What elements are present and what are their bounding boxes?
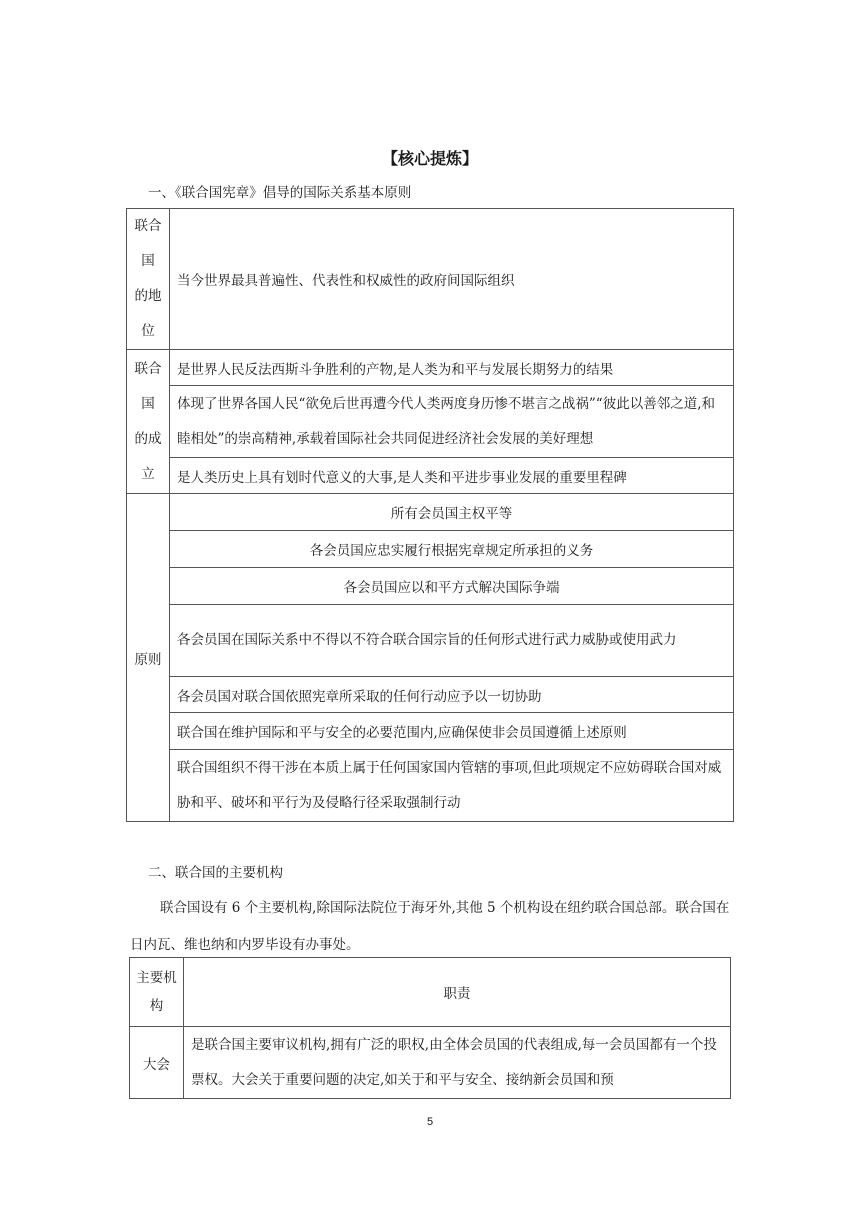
founding-row: 是人类历史上具有划时代意义的大事,是人类和平进步事业发展的重要里程碑 [170,458,734,494]
table-row [127,350,734,386]
table-row [127,750,734,822]
principle-row: 联合国组织不得干涉在本质上属于任何国家国内管辖的事项,但此项规定不应妨碍联合国对威胁和平、破坏和平行为及侵略行径采取强制行动 [170,750,734,822]
status-label [127,209,170,350]
principles-label: 原则 [127,494,170,822]
table-row [127,568,734,605]
table-row [127,713,734,750]
table-row [130,1027,731,1099]
table-row [127,494,734,531]
section-title: 【核心提炼】 [381,149,478,168]
table-row [127,531,734,568]
section1-heading: 一、《联合国宪章》倡导的国际关系基本原则 [148,185,412,201]
table-header-row [130,958,731,1027]
principle-row: 各会员国应以和平方式解决国际争端 [170,568,734,605]
status-text: 当今世界最具普遍性、代表性和权威性的政府间国际组织 [170,209,734,350]
table-row [127,458,734,494]
principle-row: 各会员国应忠实履行根据宪章规定所承担的义务 [170,531,734,568]
table-row [127,386,734,458]
header-duty: 职责 [184,958,731,1027]
duty-cell: 是联合国主要审议机构,拥有广泛的职权,由全体会员国的代表组成,每一会员国都有一个投票权。大会关于重要问题的决定,如关于和平与安全、接纳新会员国和预 [184,1027,731,1099]
principle-row: 各会员国在国际关系中不得以不符合联合国宗旨的任何形式进行武力威胁或使用武力 [170,605,734,677]
organ-cell: 大会 [130,1027,184,1099]
founding-label-text: 联合 国 的成 立 [134,360,162,482]
principle-row: 联合国在维护国际和平与安全的必要范围内,应确保使非会员国遵循上述原则 [170,713,734,750]
section2-paragraph: 联合国设有 6 个主要机构,除国际法院位于海牙外,其他 5 个机构设在纽约联合国总部。联合国在日内瓦、维也纳和内罗毕设有办事处。 [130,900,730,953]
founding-row: 体现了世界各国人民“欲免后世再遭今代人类两度身历惨不堪言之战祸”“彼此以善邻之道,和睦相处”的崇高精神,承载着国际社会共同促进经济社会发展的美好理想 [170,386,734,458]
principle-row: 各会员国对联合国依照宪章所采取的任何行动应予以一切协助 [170,677,734,713]
table-row [127,209,734,350]
founding-label [127,350,170,494]
table-row [127,605,734,677]
principle-row: 所有会员国主权平等 [170,494,734,531]
header-organ: 主要机构 [130,958,184,1027]
founding-row: 是世界人民反法西斯斗争胜利的产物,是人类为和平与发展长期努力的结果 [170,350,734,386]
organs-table [129,957,731,1099]
section2-heading: 二、联合国的主要机构 [148,865,283,881]
page-number: 5 [426,1116,434,1128]
table-row [127,677,734,713]
status-label-text: 联合 国 的地 位 [134,218,162,339]
principles-table [126,208,734,822]
